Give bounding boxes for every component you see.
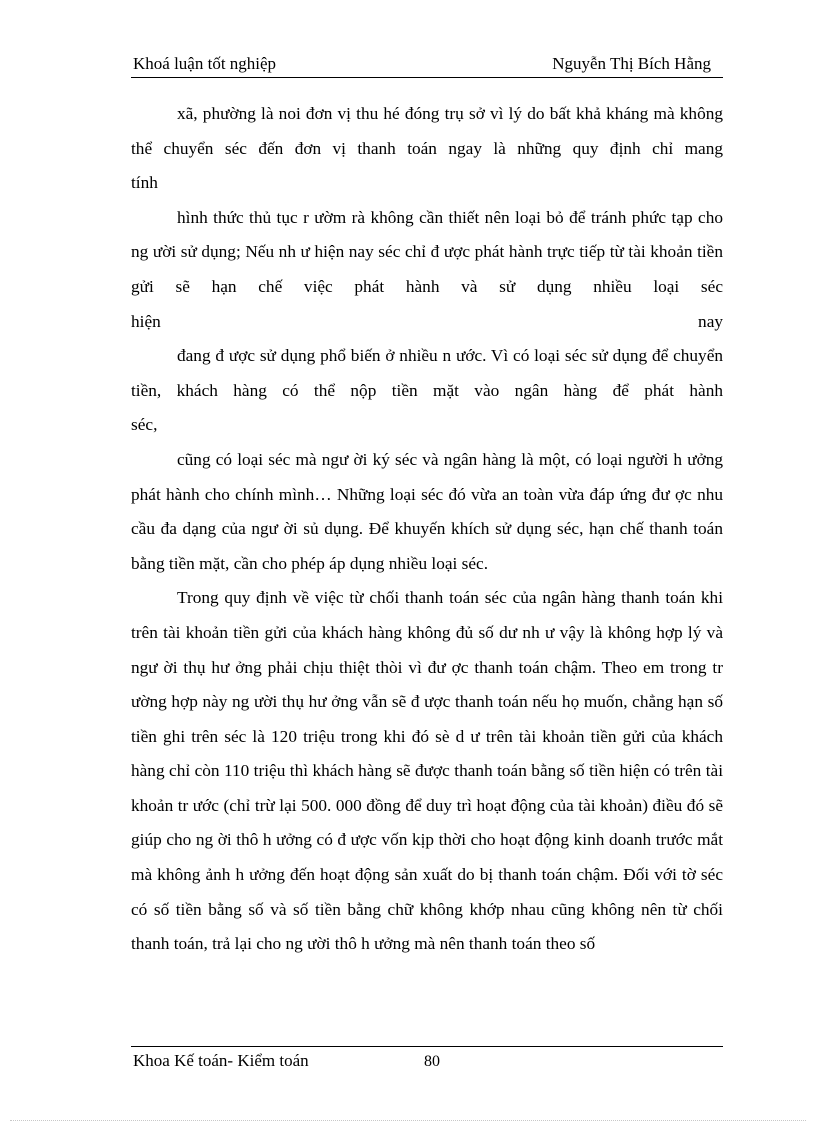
page-header xyxy=(131,52,723,78)
paragraph-2: hình thức thủ tục r ườm rà không cần thiết nên loại bỏ để tránh phức tạp cho ng ười sử dụng; Nếu nh ư hiện nay séc chỉ đ ược phát hành trực tiếp từ tài khoản tiền gửi sẽ hạn chế việc phát hành và sử dụng nhiều loại séc xyxy=(131,207,723,296)
paragraph-1: xã, phường là noi đơn vị thu hé đóng trụ sở vì lý do bất khả kháng mà không thể chuyển séc đến đơn vị thanh toán ngay là những quy định chỉ mang xyxy=(131,104,723,158)
paragraph-3-tail: séc, xyxy=(131,415,158,435)
header-thesis-title: Khoá luận tốt nghiệp xyxy=(133,54,277,73)
page-body xyxy=(131,97,723,962)
paragraph-2-split-right: nay xyxy=(698,311,723,331)
paragraph-2-split-left: hiện xyxy=(131,311,161,331)
paragraph-5: Trong quy định về việc từ chối thanh toán séc của ngân hàng thanh toán khi trên tài khoản tiền gửi của khách hàng không đủ số dư nh ư vậy là không hợp lý và ngư ời thụ hư ởng phải chịu thiệt thòi vì đư ợc thanh toán chậm. Theo em trong tr ường hợp này ng ười thụ hư ởng vẫn sẽ đ ược thanh toán nếu họ muốn, chẳng hạn số tiền ghi trên séc là 120 triệu trong khi đó sè d ư trên tài khoản tiền gửi của khách hàng chỉ còn 110 triệu thì khách hàng sẽ được thanh toán bằng số tiền hiện có trên tài khoản tr ước (chỉ trừ lại 500. 000 đồng để duy trì hoạt động của tài khoản) điều đó sẽ giúp cho ng ời thô h ưởng có đ ược vốn kịp thời cho hoạt động kinh doanh trước mắt mà không ảnh h ưởng đến hoạt động sản xuất do bị thanh toán chậm. Đối với tờ séc có số tiền bằng số và số tiền bằng chữ không khớp nhau cũng không nên từ chối thanh toán, trả lại cho ng ười thô h ưởng mà nên thanh toán theo số xyxy=(131,588,723,954)
paragraph-3: đang đ ược sử dụng phổ biến ở nhiều n ước. Vì có loại séc sử dụng để chuyển tiền, khách hàng có thể nộp tiền mặt vào ngân hàng để phát hành xyxy=(131,346,723,400)
page-footer xyxy=(131,1046,723,1070)
page-edge-divider xyxy=(10,1120,806,1121)
footer-department: Khoa Kế toán- Kiểm toán xyxy=(133,1051,309,1070)
paragraph-2-split-line xyxy=(131,305,723,340)
page-number: 80 xyxy=(424,1053,440,1070)
paragraph-1-tail: tính xyxy=(131,173,158,193)
paragraph-4: cũng có loại séc mà ngư ời ký séc và ngân hàng là một, có loại người h ưởng phát hành cho chính mình… Những loại séc đó vừa an toàn vừa đáp ứng đư ợc nhu cầu đa dạng của ngư ời sủ dụng. Để khuyến khích sử dụng séc, hạn chế thanh toán bằng tiền mặt, cần cho phép áp dụng nhiều loại séc. xyxy=(131,449,723,573)
header-author-name: Nguyễn Thị Bích Hằng xyxy=(552,54,711,73)
